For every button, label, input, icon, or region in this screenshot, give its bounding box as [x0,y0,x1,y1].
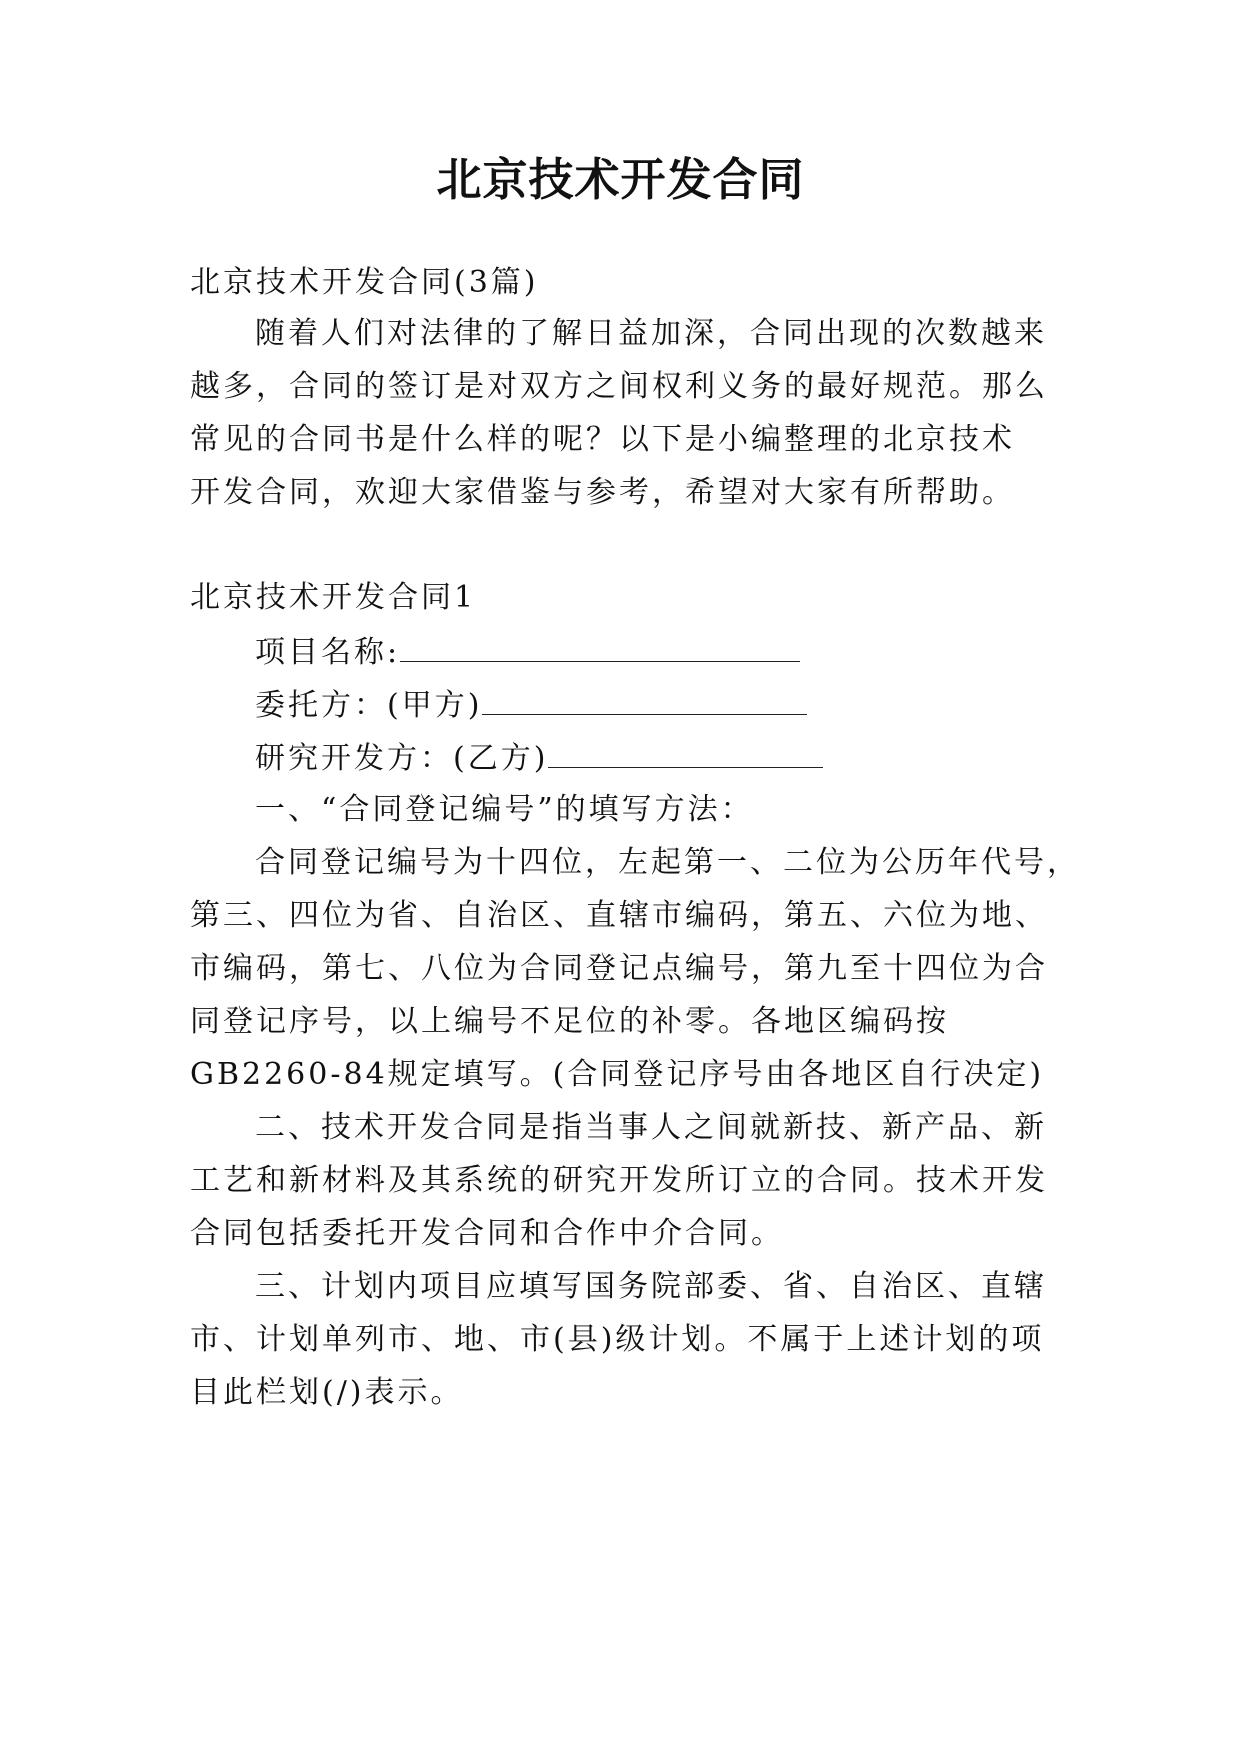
intro-line: 越多，合同的签订是对双方之间权利义务的最好规范。那么 [190,369,1048,404]
field-label: 研究开发方：(乙方) [255,741,549,776]
item1-line: 第三、四位为省、自治区、直辖市编码，第五、六位为地、 [190,898,1048,933]
field-label: 委托方：(甲方) [255,688,483,723]
item3-line: 三、计划内项目应填写国务院部委、省、自治区、直辖 [255,1269,1047,1304]
item3-line: 目此栏划(/)表示。 [190,1375,464,1410]
field-project-name [255,631,1070,673]
item1-line: 合同登记编号为十四位，左起第一、二位为公历年代号， [255,845,1080,880]
intro-line: 随着人们对法律的了解日益加深，合同出现的次数越来 [255,316,1047,351]
field-developer [255,737,1070,779]
field-client [255,684,1070,726]
item3-line: 市、计划单列市、地、市(县)级计划。不属于上述计划的项 [190,1322,1045,1357]
item2-line: 工艺和新材料及其系统的研究开发所订立的合同。技术开发 [190,1163,1048,1198]
client-blank[interactable] [482,684,807,715]
item2-line: 合同包括委托开发合同和合作中介合同。 [190,1216,784,1251]
document-subtitle: 北京技术开发合同(3篇) [190,265,539,300]
section-heading: 北京技术开发合同1 [190,580,477,615]
intro-line: 开发合同，欢迎大家借鉴与参考，希望对大家有所帮助。 [190,475,1015,510]
item1-line: 市编码，第七、八位为合同登记点编号，第九至十四位为合 [190,951,1048,986]
project-name-blank[interactable] [400,631,800,662]
item1-heading: 一、“合同登记编号”的填写方法： [255,792,754,827]
intro-line: 常见的合同书是什么样的呢？以下是小编整理的北京技术 [190,422,1015,457]
item1-line: 同登记序号，以上编号不足位的补零。各地区编码按 [190,1004,949,1039]
item1-line: GB2260-84规定填写。(合同登记序号由各地区自行决定) [190,1057,1045,1092]
document-title: 北京技术开发合同 [436,153,805,206]
developer-blank[interactable] [548,737,823,768]
field-label: 项目名称: [255,635,401,670]
item2-line: 二、技术开发合同是指当事人之间就新技、新产品、新 [255,1110,1047,1145]
